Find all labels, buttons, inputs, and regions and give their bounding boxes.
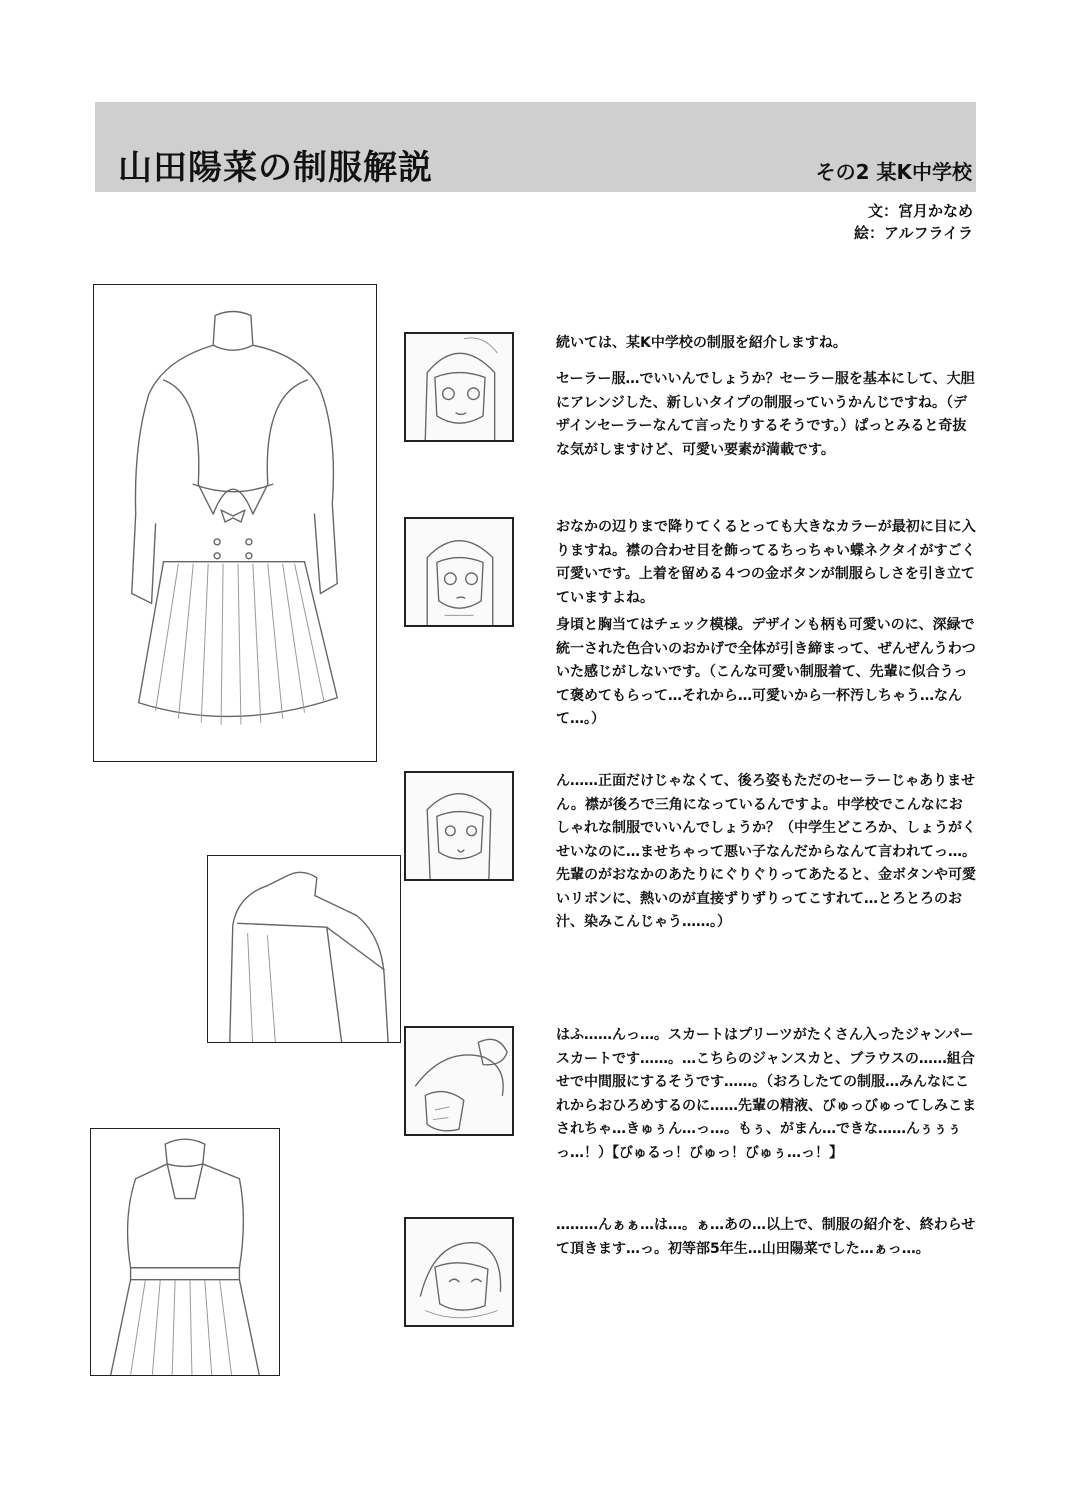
character-thumbnail-2 xyxy=(404,517,514,627)
uniform-front-illustration xyxy=(93,284,377,762)
paragraph-check: 身頃と胸当てはチェック模様。デザインも柄も可愛いのに、深緑で統一された色合いのおかげで全体が引き締まって、ぜんぜんうわついた感じがしないです。（こんな可愛い制服着て、先輩に似合うって褒めてもらって…それから…可愛いから一杯汚しちゃう…なんて…。） xyxy=(556,617,976,727)
paragraph-sailor: セーラー服…でいいんでしょうか？セーラー服を基本にして、大胆にアレンジした、新しいタイプの制服っていうかんじですね。（デザインセーラーなんて言ったりするそうです。）ぱっとみると奇抜な気がしますけど、可愛い要素が満載です。 xyxy=(556,371,975,458)
paragraph-collar: おなかの辺りまで降りてくるとっても大きなカラーが最初に目に入りますね。襟の合わせ目を飾ってるちっちゃい蝶ネクタイがすごく可愛いです。上着を留める４つの金ボタンが制服らしさを引き立てていますよね。 xyxy=(556,519,976,606)
credits xyxy=(854,200,973,244)
character-thumbnail-5 xyxy=(404,1217,514,1327)
credit-art: 絵：アルフライラ xyxy=(854,224,973,242)
credit-text: 文：宮月かなめ xyxy=(867,202,973,220)
paragraph-skirt: はふ……んっ…。スカートはプリーツがたくさん入ったジャンパースカートです……。…こちらのジャンスカと、ブラウスの……組合せで中間服にするそうです……。（おろしたての制服…みんなにこれからおひろめするのに……先輩の精液、びゅっびゅってしみこまされちゃ…きゅぅん…っ…。もぅ、がまん…できな……んぅぅぅっ…！）【びゅるっ！びゅっ！びゅぅ…っ！】 xyxy=(556,1027,976,1161)
page-subtitle: その2 某K中学校 xyxy=(815,160,972,184)
jumper-skirt-illustration xyxy=(90,1128,280,1376)
character-thumbnail-3 xyxy=(404,771,514,881)
page-title: 山田陽菜の制服解説 xyxy=(118,148,433,188)
paragraph-ending: ………んぁぁ…は…。ぁ…あの…以上で、制服の紹介を、終わらせて頂きます…っ。初等部5年生…山田陽菜でした…ぁっ…。 xyxy=(556,1217,976,1257)
character-thumbnail-4 xyxy=(404,1026,514,1136)
paragraph-back: ん……正面だけじゃなくて、後ろ姿もただのセーラーじゃありません。襟が後ろで三角になっているんですよ。中学校でこんなにおしゃれな制服でいいんでしょうか？（中学生どころか、しょうがくせいなのに…ませちゃって悪い子なんだからなんて言われてっ…。先輩のがおなかのあたりにぐりぐりってあたると、金ボタンや可愛いリボンに、熱いのが直接ずりずりってこすれて…とろとろのお汁、染みこんじゃう……。） xyxy=(556,773,976,930)
paragraph-intro: 続いては、某K中学校の制服を紹介しますね。 xyxy=(556,335,847,351)
character-thumbnail-1 xyxy=(404,332,514,442)
uniform-back-illustration xyxy=(207,855,401,1043)
